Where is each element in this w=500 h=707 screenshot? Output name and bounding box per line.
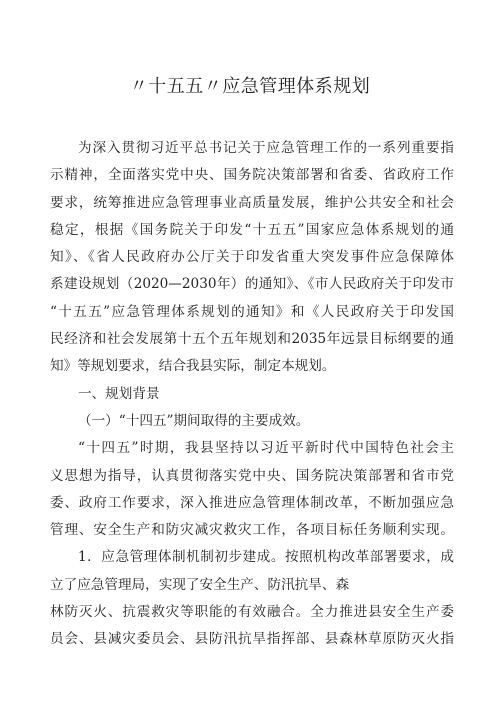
section-heading: 一、规划背景 [78, 385, 160, 402]
paragraph-line: “十五五”应急管理体系规划的通知》和《人民政府关于印发国 [50, 303, 454, 320]
paragraph-line: 稳定，根据《国务院关于印发“十五五”国家应急体系规划的通 [50, 221, 454, 238]
paragraph-line: “十四五”时期，我县坚持以习近平新时代中国特色社会主 [78, 440, 454, 457]
paragraph-line: 立了应急管理局，实现了安全生产、防汛抗旱、森 [50, 576, 350, 593]
paragraph-line: 1．应急管理体制机制初步建成。按照机构改革部署要求，成 [78, 549, 454, 566]
paragraph-line: 管理、安全生产和防灾减灾救灾工作，各项目标任务顺利实现。 [50, 522, 454, 539]
paragraph-line: 义思想为指导，认真贯彻落实党中央、国务院决策部署和省市党 [50, 467, 454, 484]
paragraph-line: 员会、县减灾委员会、县防汛抗旱指挥部、县森林草原防灭火指 [50, 631, 454, 648]
paragraph-line: 为深入贯彻习近平总书记关于应急管理工作的一系列重要指 [78, 140, 454, 156]
paragraph-line: 知》、《省人民政府办公厅关于印发省重大突发事件应急保障体 [50, 249, 454, 266]
paragraph-line: 要求，统筹推进应急管理事业高质量发展，维护公共安全和社会 [50, 194, 454, 211]
paragraph-line: 知》等规划要求，结合我县实际，制定本规划。 [50, 358, 336, 375]
document-title: 〃十五五〃应急管理体系规划 [129, 76, 371, 97]
paragraph-line: 民经济和社会发展第十五个五年规划和2035年远景目标纲要的通 [50, 331, 454, 348]
document-body [50, 135, 454, 654]
subsection-heading: （一）“十四五”期间取得的主要成效。 [78, 412, 310, 429]
paragraph-line: 林防灭火、抗震救灾等职能的有效融合。全力推进县安全生产委 [50, 604, 454, 621]
paragraph-line: 系建设规划（2020—2030年）的通知》、《市人民政府关于印发市 [50, 276, 454, 293]
paragraph-line: 委、政府工作要求，深入推进应急管理体制改革，不断加强应急 [50, 494, 454, 511]
paragraph-line: 示精神，全面落实党中央、国务院决策部署和省委、省政府工作 [50, 167, 454, 184]
